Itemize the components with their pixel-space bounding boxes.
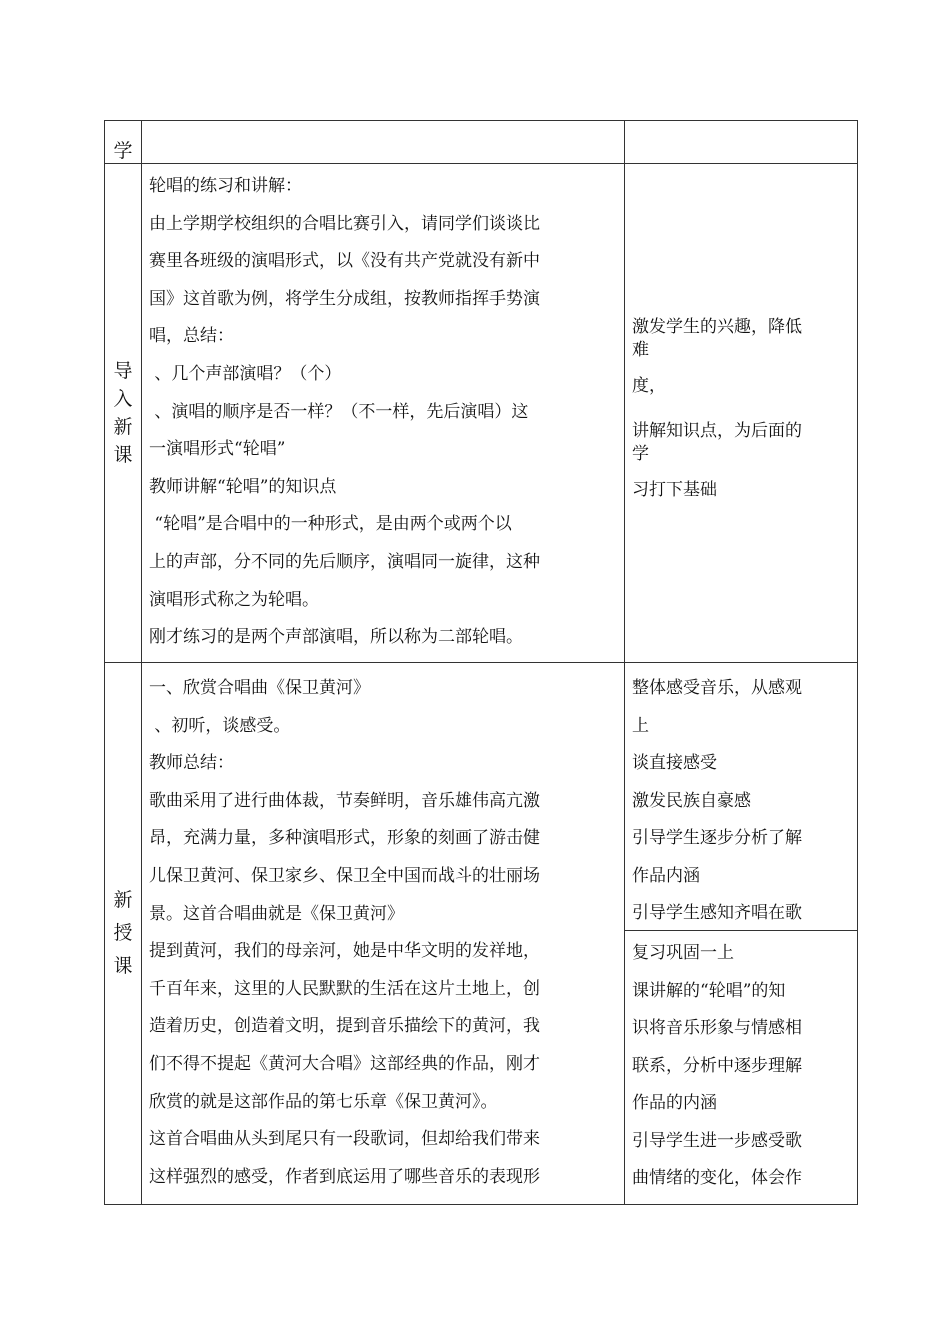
content-cell [142, 164, 625, 663]
note-line: 复习巩固一上 [632, 943, 734, 963]
label-char: 课 [113, 444, 133, 466]
label-char: 授 [113, 922, 133, 944]
note-block-bottom [625, 931, 857, 1198]
content-line: 、演唱的顺序是否一样？（不一样，先后演唱）这 [149, 401, 529, 422]
content-line: 、几个声部演唱？（个） [149, 363, 342, 384]
note-line: 难 [632, 340, 649, 360]
note-cell [625, 663, 858, 1205]
note-line: 作品内涵 [632, 865, 700, 886]
content-line: 昂，充满力量，多种演唱形式，形象的刻画了游击健 [149, 828, 540, 849]
note-line: 联系，分析中逐步理解 [632, 1055, 802, 1076]
note-line: 引导学生感知齐唱在歌 [632, 903, 802, 923]
note-line: 作品的内涵 [632, 1093, 717, 1113]
content-line: 歌曲采用了进行曲体裁，节奏鲜明，音乐雄伟高亢激 [149, 790, 540, 811]
content-line: 上的声部，分不同的先后顺序，演唱同一旋律，这种 [149, 551, 540, 572]
content-line: 景。这首合唱曲就是《保卫黄河》 [149, 903, 404, 924]
note-line: 激发民族自豪感 [632, 790, 751, 811]
row-label [105, 884, 141, 983]
label-char: 课 [113, 955, 133, 977]
content-line: 唱，总结： [149, 326, 234, 347]
label-char: 入 [113, 388, 133, 410]
content-line: 轮唱的练习和讲解： [149, 176, 302, 196]
content-line: 这首合唱曲从头到尾只有一段歌词，但却给我们带来 [149, 1129, 540, 1150]
content-line: 一演唱形式“轮唱” [149, 439, 286, 460]
note-line: 引导学生进一步感受歌 [632, 1130, 802, 1151]
row-label [105, 357, 141, 469]
note-line: 引导学生逐步分析了解 [632, 828, 802, 848]
note-line: 激发学生的兴趣，降低 [632, 317, 802, 337]
note-line: 整体感受音乐，从感观 [632, 678, 802, 698]
note-line: 谈直接感受 [632, 753, 717, 773]
content-line: 由上学期学校组织的合唱比赛引入，请同学们谈谈比 [149, 213, 540, 234]
content-line: 造着历史，创造着文明，提到音乐描绘下的黄河，我 [149, 1016, 540, 1037]
row-label-cell [105, 121, 142, 164]
label-char: 新 [113, 416, 133, 438]
content-line: 赛里各班级的演唱形式，以《没有共产党就没有新中 [149, 251, 540, 272]
content-line: 这样强烈的感受，作者到底运用了哪些音乐的表现形 [149, 1166, 540, 1187]
row-label: 学 [113, 140, 133, 162]
label-char: 新 [113, 889, 133, 911]
note-cell [625, 121, 858, 164]
label-char: 导 [113, 360, 133, 382]
content-line: 提到黄河，我们的母亲河，她是中华文明的发祥地， [149, 941, 540, 962]
note-block-top [625, 663, 857, 931]
content-line: 千百年来，这里的人民默默的生活在这片土地上，创 [149, 978, 540, 999]
note-line: 课讲解的“轮唱”的知 [632, 980, 786, 1001]
content-line: 儿保卫黄河、保卫家乡、保卫全中国而战斗的壮丽场 [149, 865, 540, 886]
note-line: 习打下基础 [632, 480, 717, 500]
table-row [105, 164, 858, 663]
content-cell [142, 663, 625, 1205]
content-line: 国》这首歌为例，将学生分成组，按教师指挥手势演 [149, 288, 540, 309]
note-line: 曲情绪的变化，体会作 [632, 1168, 802, 1188]
note-line: 学 [632, 444, 649, 464]
note-line: 上 [632, 715, 649, 736]
row-label-cell [105, 663, 142, 1205]
table-row [105, 663, 858, 1205]
content-line: 们不得不提起《黄河大合唱》这部经典的作品，刚才 [149, 1053, 540, 1074]
content-line: 教师讲解“轮唱”的知识点 [149, 476, 337, 497]
note-cell [625, 164, 858, 663]
table-row [105, 121, 858, 164]
note-line: 讲解知识点，为后面的 [632, 421, 802, 441]
note-line: 度， [632, 376, 666, 396]
content-line: 刚才练习的是两个声部演唱，所以称为二部轮唱。 [149, 627, 523, 648]
content-line: 教师总结： [149, 753, 234, 774]
lesson-plan-table [104, 120, 858, 1205]
content-line: 欣赏的就是这部作品的第七乐章《保卫黄河》。 [149, 1091, 498, 1112]
content-line: 演唱形式称之为轮唱。 [149, 589, 319, 610]
content-cell [142, 121, 625, 164]
content-line: “轮唱”是合唱中的一种形式，是由两个或两个以 [149, 514, 512, 535]
content-line: 一、欣赏合唱曲《保卫黄河》 [149, 678, 370, 698]
row-label-cell [105, 164, 142, 663]
content-line: 、初听，谈感受。 [149, 715, 291, 736]
note-line: 识将音乐形象与情感相 [632, 1018, 802, 1038]
